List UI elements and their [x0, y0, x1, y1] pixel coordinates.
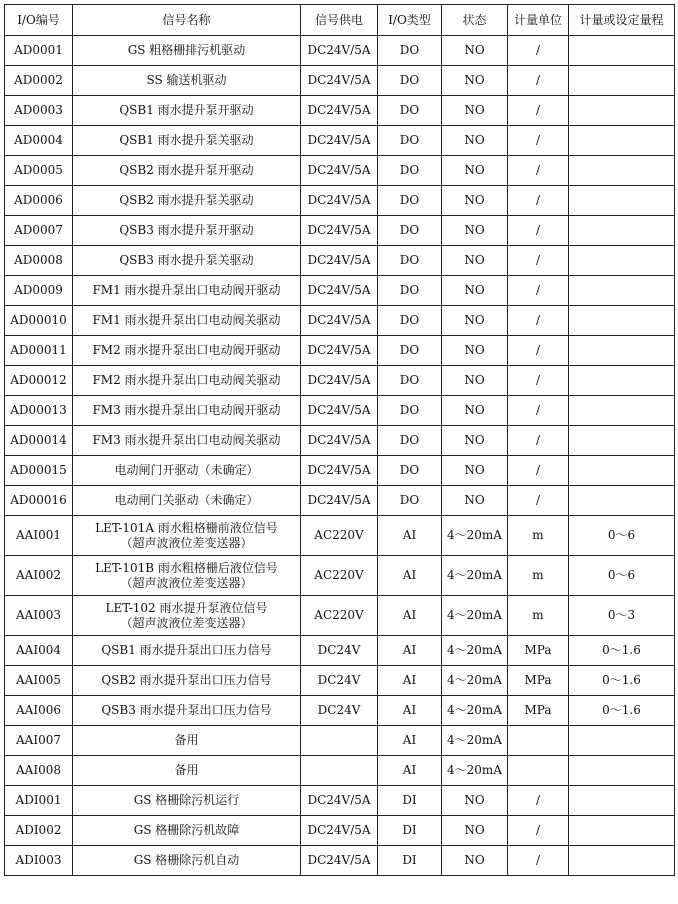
- cell-unit: /: [508, 396, 569, 426]
- cell-io-number: ADI001: [5, 786, 73, 816]
- cell-power-supply: DC24V/5A: [301, 786, 378, 816]
- cell-power-supply: DC24V: [301, 636, 378, 666]
- table-row: [5, 426, 675, 456]
- header-row: [5, 5, 675, 36]
- cell-signal-name: QSB2 雨水提升泵出口压力信号: [73, 666, 301, 696]
- cell-signal-name: FM2 雨水提升泵出口电动阀关驱动: [73, 366, 301, 396]
- cell-io-number: AD0009: [5, 276, 73, 306]
- cell-power-supply: DC24V/5A: [301, 396, 378, 426]
- cell-unit: /: [508, 126, 569, 156]
- table-row: [5, 306, 675, 336]
- table-row: [5, 756, 675, 786]
- cell-power-supply: DC24V/5A: [301, 96, 378, 126]
- cell-signal-name: LET-102 雨水提升泵液位信号 （超声波液位差变送器）: [73, 596, 301, 636]
- cell-io-number: ADI003: [5, 846, 73, 876]
- cell-io-number: AD0003: [5, 96, 73, 126]
- cell-io-type: DO: [378, 96, 442, 126]
- table-row: [5, 726, 675, 756]
- cell-io-type: AI: [378, 636, 442, 666]
- cell-io-number: AD0002: [5, 66, 73, 96]
- cell-range: [569, 216, 675, 246]
- cell-unit: /: [508, 816, 569, 846]
- cell-io-type: DI: [378, 816, 442, 846]
- cell-io-type: DO: [378, 426, 442, 456]
- table-row: [5, 696, 675, 726]
- cell-state: NO: [442, 336, 508, 366]
- table-row: [5, 276, 675, 306]
- table-row: [5, 126, 675, 156]
- cell-io-number: AAI003: [5, 596, 73, 636]
- table-row: [5, 96, 675, 126]
- cell-signal-name: SS 输送机驱动: [73, 66, 301, 96]
- cell-power-supply: DC24V/5A: [301, 126, 378, 156]
- cell-range: [569, 756, 675, 786]
- cell-signal-name: QSB3 雨水提升泵出口压力信号: [73, 696, 301, 726]
- cell-unit: m: [508, 516, 569, 556]
- cell-state: 4～20mA: [442, 636, 508, 666]
- cell-range: [569, 726, 675, 756]
- cell-signal-name: QSB3 雨水提升泵开驱动: [73, 216, 301, 246]
- cell-state: NO: [442, 216, 508, 246]
- cell-range: [569, 396, 675, 426]
- cell-signal-name: 电动闸门关驱动（未确定）: [73, 486, 301, 516]
- cell-range: 0～6: [569, 516, 675, 556]
- table-row: [5, 186, 675, 216]
- cell-state: NO: [442, 456, 508, 486]
- header-power-supply: 信号供电: [301, 5, 378, 36]
- cell-range: [569, 126, 675, 156]
- cell-io-number: AD00014: [5, 426, 73, 456]
- cell-io-type: DO: [378, 156, 442, 186]
- cell-power-supply: DC24V/5A: [301, 846, 378, 876]
- cell-range: [569, 456, 675, 486]
- cell-power-supply: DC24V/5A: [301, 36, 378, 66]
- cell-io-number: AAI004: [5, 636, 73, 666]
- cell-range: 0～6: [569, 556, 675, 596]
- cell-io-type: DI: [378, 786, 442, 816]
- cell-signal-name: GS 格栅除污机自动: [73, 846, 301, 876]
- cell-signal-name: 电动闸门开驱动（未确定）: [73, 456, 301, 486]
- cell-state: NO: [442, 246, 508, 276]
- cell-io-number: AD0004: [5, 126, 73, 156]
- cell-power-supply: DC24V/5A: [301, 336, 378, 366]
- cell-io-number: AD00015: [5, 456, 73, 486]
- cell-state: NO: [442, 366, 508, 396]
- cell-range: [569, 276, 675, 306]
- cell-power-supply: DC24V/5A: [301, 276, 378, 306]
- cell-state: NO: [442, 426, 508, 456]
- cell-io-number: AD00011: [5, 336, 73, 366]
- cell-signal-name: QSB1 雨水提升泵出口压力信号: [73, 636, 301, 666]
- cell-range: [569, 306, 675, 336]
- cell-unit: /: [508, 66, 569, 96]
- cell-io-type: AI: [378, 556, 442, 596]
- cell-range: [569, 486, 675, 516]
- cell-io-type: DO: [378, 126, 442, 156]
- table-row: [5, 666, 675, 696]
- cell-signal-name: GS 格栅除污机运行: [73, 786, 301, 816]
- cell-io-type: AI: [378, 596, 442, 636]
- cell-io-type: DO: [378, 276, 442, 306]
- table-row: [5, 336, 675, 366]
- cell-io-number: AD00013: [5, 396, 73, 426]
- cell-power-supply: DC24V/5A: [301, 306, 378, 336]
- cell-io-type: AI: [378, 726, 442, 756]
- table-row: [5, 216, 675, 246]
- cell-state: NO: [442, 816, 508, 846]
- table-row: [5, 246, 675, 276]
- cell-state: 4～20mA: [442, 516, 508, 556]
- cell-signal-name: LET-101B 雨水粗格栅后液位信号 （超声波液位差变送器）: [73, 556, 301, 596]
- cell-unit: MPa: [508, 636, 569, 666]
- cell-unit: /: [508, 486, 569, 516]
- cell-io-type: DO: [378, 246, 442, 276]
- cell-signal-name: QSB1 雨水提升泵关驱动: [73, 126, 301, 156]
- header-io-number: I/O编号: [5, 5, 73, 36]
- cell-io-number: AAI007: [5, 726, 73, 756]
- cell-power-supply: DC24V/5A: [301, 66, 378, 96]
- cell-unit: /: [508, 36, 569, 66]
- cell-unit: /: [508, 846, 569, 876]
- cell-unit: MPa: [508, 666, 569, 696]
- cell-io-type: AI: [378, 756, 442, 786]
- table-row: [5, 636, 675, 666]
- cell-signal-name: FM3 雨水提升泵出口电动阀开驱动: [73, 396, 301, 426]
- cell-io-type: DI: [378, 846, 442, 876]
- header-io-type: I/O类型: [378, 5, 442, 36]
- cell-io-type: DO: [378, 306, 442, 336]
- cell-io-type: DO: [378, 216, 442, 246]
- cell-power-supply: [301, 726, 378, 756]
- cell-io-type: DO: [378, 36, 442, 66]
- cell-io-type: AI: [378, 516, 442, 556]
- cell-state: 4～20mA: [442, 556, 508, 596]
- cell-signal-name: FM2 雨水提升泵出口电动阀开驱动: [73, 336, 301, 366]
- cell-state: NO: [442, 786, 508, 816]
- cell-signal-name: GS 格栅除污机故障: [73, 816, 301, 846]
- cell-signal-name: FM3 雨水提升泵出口电动阀关驱动: [73, 426, 301, 456]
- cell-range: [569, 66, 675, 96]
- cell-signal-name: QSB2 雨水提升泵关驱动: [73, 186, 301, 216]
- cell-io-number: ADI002: [5, 816, 73, 846]
- cell-io-number: AAI008: [5, 756, 73, 786]
- cell-range: [569, 426, 675, 456]
- cell-state: NO: [442, 66, 508, 96]
- cell-unit: m: [508, 556, 569, 596]
- cell-range: [569, 816, 675, 846]
- cell-io-number: AD0001: [5, 36, 73, 66]
- cell-io-number: AD00016: [5, 486, 73, 516]
- cell-io-type: DO: [378, 186, 442, 216]
- cell-io-type: DO: [378, 66, 442, 96]
- table-row: [5, 456, 675, 486]
- cell-range: [569, 96, 675, 126]
- cell-io-type: DO: [378, 336, 442, 366]
- cell-power-supply: AC220V: [301, 596, 378, 636]
- header-unit: 计量单位: [508, 5, 569, 36]
- table-row: [5, 556, 675, 596]
- cell-power-supply: DC24V: [301, 666, 378, 696]
- cell-state: NO: [442, 306, 508, 336]
- cell-signal-name: 备用: [73, 756, 301, 786]
- cell-io-number: AD0008: [5, 246, 73, 276]
- cell-unit: /: [508, 246, 569, 276]
- table-row: [5, 846, 675, 876]
- cell-unit: /: [508, 336, 569, 366]
- cell-signal-name: FM1 雨水提升泵出口电动阀关驱动: [73, 306, 301, 336]
- cell-unit: [508, 726, 569, 756]
- cell-range: [569, 36, 675, 66]
- cell-io-type: DO: [378, 456, 442, 486]
- cell-power-supply: DC24V/5A: [301, 216, 378, 246]
- cell-power-supply: DC24V/5A: [301, 426, 378, 456]
- cell-io-type: AI: [378, 666, 442, 696]
- cell-unit: /: [508, 786, 569, 816]
- cell-power-supply: DC24V/5A: [301, 186, 378, 216]
- cell-range: 0～1.6: [569, 666, 675, 696]
- cell-power-supply: DC24V: [301, 696, 378, 726]
- cell-state: NO: [442, 276, 508, 306]
- table-row: [5, 516, 675, 556]
- cell-signal-name: FM1 雨水提升泵出口电动阀开驱动: [73, 276, 301, 306]
- table-row: [5, 596, 675, 636]
- cell-signal-name: LET-101A 雨水粗格栅前液位信号 （超声波液位差变送器）: [73, 516, 301, 556]
- cell-range: [569, 846, 675, 876]
- cell-signal-name: GS 粗格栅排污机驱动: [73, 36, 301, 66]
- table-row: [5, 786, 675, 816]
- cell-signal-name: 备用: [73, 726, 301, 756]
- cell-range: [569, 366, 675, 396]
- cell-state: 4～20mA: [442, 666, 508, 696]
- cell-power-supply: DC24V/5A: [301, 156, 378, 186]
- cell-power-supply: AC220V: [301, 556, 378, 596]
- cell-io-number: AAI002: [5, 556, 73, 596]
- cell-io-number: AD0007: [5, 216, 73, 246]
- cell-io-number: AAI001: [5, 516, 73, 556]
- cell-signal-name: QSB1 雨水提升泵开驱动: [73, 96, 301, 126]
- cell-unit: /: [508, 276, 569, 306]
- cell-power-supply: [301, 756, 378, 786]
- cell-range: 0～1.6: [569, 636, 675, 666]
- cell-unit: /: [508, 426, 569, 456]
- io-signal-table: [4, 4, 675, 876]
- cell-power-supply: DC24V/5A: [301, 486, 378, 516]
- cell-unit: /: [508, 456, 569, 486]
- cell-io-number: AD00012: [5, 366, 73, 396]
- cell-state: NO: [442, 126, 508, 156]
- cell-io-type: AI: [378, 696, 442, 726]
- cell-unit: /: [508, 306, 569, 336]
- table-row: [5, 396, 675, 426]
- cell-state: NO: [442, 186, 508, 216]
- cell-io-number: AAI005: [5, 666, 73, 696]
- header-range: 计量或设定量程: [569, 5, 675, 36]
- table-row: [5, 486, 675, 516]
- cell-unit: m: [508, 596, 569, 636]
- cell-signal-name: QSB2 雨水提升泵开驱动: [73, 156, 301, 186]
- cell-io-number: AD0005: [5, 156, 73, 186]
- cell-signal-name: QSB3 雨水提升泵关驱动: [73, 246, 301, 276]
- cell-range: [569, 156, 675, 186]
- cell-power-supply: DC24V/5A: [301, 456, 378, 486]
- cell-power-supply: AC220V: [301, 516, 378, 556]
- cell-io-type: DO: [378, 396, 442, 426]
- cell-range: 0～1.6: [569, 696, 675, 726]
- header-state: 状态: [442, 5, 508, 36]
- table-row: [5, 156, 675, 186]
- cell-unit: /: [508, 366, 569, 396]
- cell-power-supply: DC24V/5A: [301, 816, 378, 846]
- cell-io-type: DO: [378, 486, 442, 516]
- cell-state: 4～20mA: [442, 756, 508, 786]
- cell-unit: /: [508, 186, 569, 216]
- cell-io-type: DO: [378, 366, 442, 396]
- cell-state: 4～20mA: [442, 726, 508, 756]
- cell-range: 0～3: [569, 596, 675, 636]
- table-row: [5, 366, 675, 396]
- cell-state: 4～20mA: [442, 696, 508, 726]
- cell-state: NO: [442, 486, 508, 516]
- header-signal-name: 信号名称: [73, 5, 301, 36]
- cell-range: [569, 186, 675, 216]
- cell-state: NO: [442, 36, 508, 66]
- cell-io-number: AD00010: [5, 306, 73, 336]
- cell-state: NO: [442, 846, 508, 876]
- cell-unit: /: [508, 96, 569, 126]
- cell-range: [569, 786, 675, 816]
- cell-power-supply: DC24V/5A: [301, 366, 378, 396]
- cell-state: NO: [442, 96, 508, 126]
- cell-state: 4～20mA: [442, 596, 508, 636]
- table-row: [5, 36, 675, 66]
- cell-io-number: AD0006: [5, 186, 73, 216]
- cell-state: NO: [442, 156, 508, 186]
- cell-io-number: AAI006: [5, 696, 73, 726]
- cell-range: [569, 336, 675, 366]
- cell-unit: MPa: [508, 696, 569, 726]
- cell-unit: /: [508, 216, 569, 246]
- cell-unit: /: [508, 156, 569, 186]
- cell-power-supply: DC24V/5A: [301, 246, 378, 276]
- table-row: [5, 66, 675, 96]
- cell-state: NO: [442, 396, 508, 426]
- table-row: [5, 816, 675, 846]
- cell-unit: [508, 756, 569, 786]
- cell-range: [569, 246, 675, 276]
